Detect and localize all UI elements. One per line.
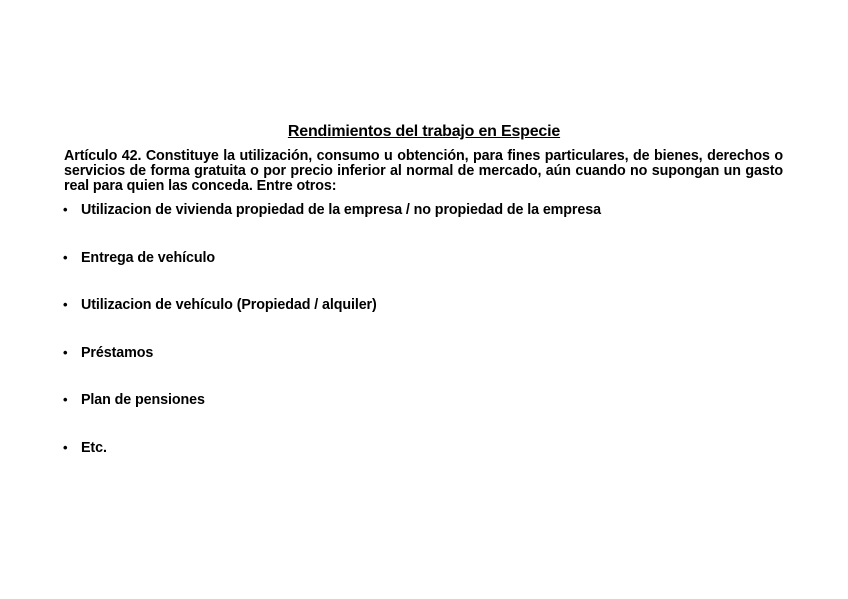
bullet-list xyxy=(63,201,793,486)
list-item-label: Préstamos xyxy=(81,344,154,361)
list-item-label: Utilizacion de vivienda propiedad de la empresa / no propiedad de la empresa xyxy=(81,202,601,218)
page-title: Rendimientos del trabajo en Especie xyxy=(287,123,561,140)
list-item-label: Plan de pensiones xyxy=(81,392,205,408)
list-item-label: Entrega de vehículo xyxy=(81,249,215,266)
bullet-icon: • xyxy=(63,202,68,217)
bullet-icon: • xyxy=(63,297,68,312)
list-item xyxy=(63,201,793,249)
list-item xyxy=(63,439,793,487)
list-item xyxy=(63,391,793,439)
bullet-icon: • xyxy=(63,439,68,455)
list-item xyxy=(63,296,793,344)
list-item xyxy=(63,249,793,297)
article-paragraph: Artículo 42. Constituye la utilización, consumo u obtención, para fines particulares, de bienes, derechos o servicios de forma gratuita o por precio inferior al normal de mercado, aún cuando no supongan un gasto real para quien las conceda. Entre otros: xyxy=(64,148,783,194)
list-item-label: Utilizacion de vehículo (Propiedad / alquiler) xyxy=(81,297,377,313)
bullet-icon: • xyxy=(63,249,68,265)
list-item-label: Etc. xyxy=(81,439,107,456)
bullet-icon: • xyxy=(63,392,68,407)
bullet-icon: • xyxy=(63,344,68,360)
list-item xyxy=(63,344,793,392)
